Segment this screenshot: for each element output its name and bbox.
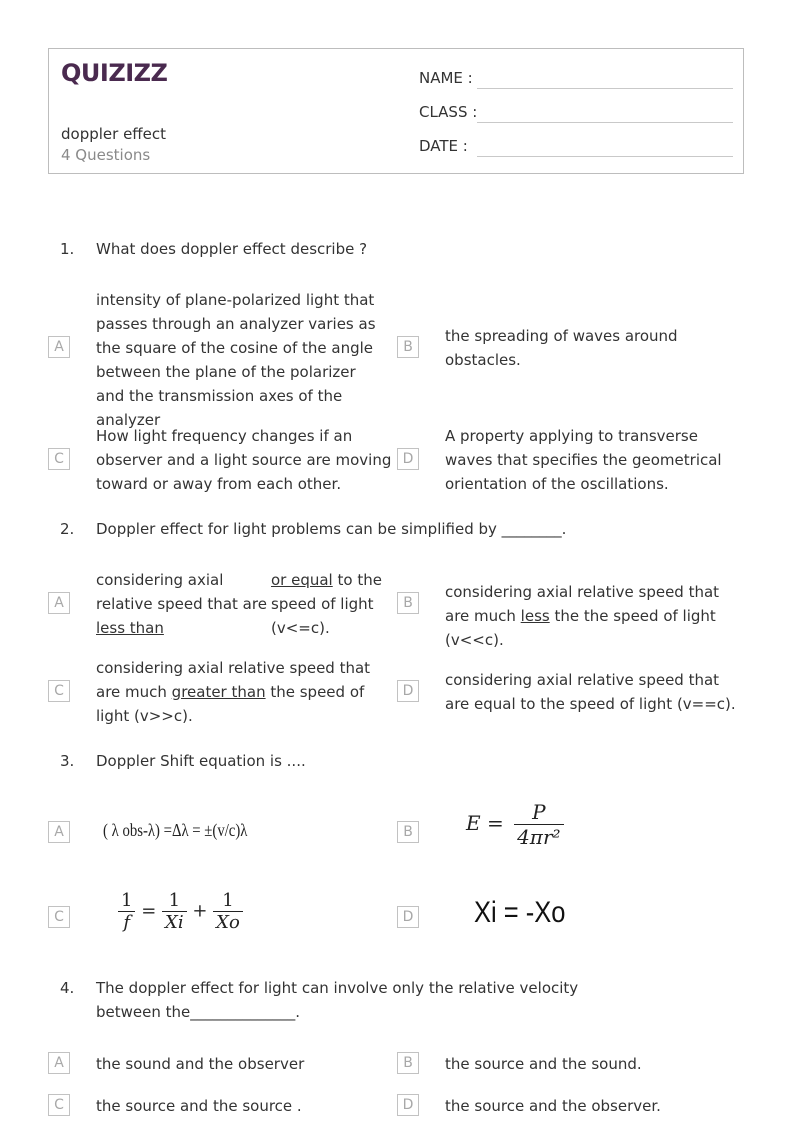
underlined-phrase: less than (96, 619, 164, 637)
fraction (514, 800, 563, 849)
option-text: A property applying to transverse waves that specifies the geometrical orientation of the oscillations. (445, 427, 722, 493)
worksheet-title: doppler effect (61, 125, 166, 143)
numerator: P (532, 800, 546, 824)
numerator: 1 (121, 890, 133, 911)
option-letter: A (48, 1052, 70, 1074)
option-text-part: considering axial relative speed that are (96, 571, 267, 613)
formula-lhs: E = (466, 811, 504, 835)
option-text-col2 (271, 568, 389, 640)
denominator: Xi (162, 911, 187, 933)
option-text: the source and the observer. (445, 1097, 661, 1115)
option-text: the source and the source . (96, 1097, 302, 1115)
equals-sign: = (141, 900, 157, 922)
class-field[interactable] (419, 101, 733, 125)
option-text: considering axial relative speed that are equal to the speed of light (v==c). (445, 671, 736, 713)
class-line (477, 122, 733, 123)
option-letter: A (48, 336, 70, 358)
date-field[interactable] (419, 135, 733, 159)
question-number: 4. (60, 979, 75, 997)
quizizz-logo: QUIZIZZ (61, 59, 168, 87)
denominator: Xo (213, 911, 243, 933)
name-label: NAME : (419, 69, 473, 87)
question-text: Doppler effect for light problems can be simplified by ________. (96, 520, 567, 538)
name-line (477, 88, 733, 89)
option-text-part: to the speed of light (v<=c). (271, 571, 382, 637)
option-letter: B (397, 592, 419, 614)
formula-image (466, 800, 564, 849)
worksheet-header (48, 48, 744, 174)
date-label: DATE : (419, 137, 468, 155)
option-letter: D (397, 906, 419, 928)
formula-image: Xi = -Xo (474, 896, 566, 929)
option-text-col1 (96, 568, 268, 640)
option-text-part: the speed of light (v>>c). (96, 683, 365, 725)
option-text: the source and the sound. (445, 1055, 642, 1073)
question-number: 3. (60, 752, 75, 770)
option-text: the sound and the observer (96, 1055, 305, 1073)
question-number: 1. (60, 240, 75, 258)
option-text-part: the the speed of light (v<<c). (445, 607, 716, 649)
option-letter: C (48, 906, 70, 928)
question-text: Doppler Shift equation is .... (96, 752, 306, 770)
option-letter: C (48, 680, 70, 702)
option-letter: D (397, 448, 419, 470)
option-text-part: considering axial relative speed that are much (445, 583, 720, 625)
question-text: What does doppler effect describe ? (96, 240, 368, 258)
underlined-phrase: greater than (171, 683, 266, 701)
underlined-phrase: less (520, 607, 550, 625)
denominator: 4πr² (514, 824, 563, 849)
option-letter: C (48, 1094, 70, 1116)
option-text: the spreading of waves around obstacles. (445, 327, 678, 369)
denominator: f (118, 911, 135, 933)
question-number: 2. (60, 520, 75, 538)
option-text (96, 656, 392, 728)
option-letter: B (397, 336, 419, 358)
plus-sign: + (192, 900, 208, 922)
underlined-phrase: or equal (271, 571, 333, 589)
fraction (162, 890, 187, 933)
fraction (213, 890, 243, 933)
formula-image (118, 890, 243, 933)
option-text-part: considering axial relative speed that are much (96, 659, 371, 701)
numerator: 1 (222, 890, 234, 911)
class-label: CLASS : (419, 103, 478, 121)
question-text: The doppler effect for light can involve only the relative velocity between the______________. (96, 979, 579, 1021)
date-line (477, 156, 733, 157)
option-letter: A (48, 821, 70, 843)
fraction (118, 890, 135, 933)
numerator: 1 (168, 890, 181, 911)
name-field[interactable] (419, 67, 733, 91)
option-text: intensity of plane-polarized light that passes through an analyzer varies as the square of the cosine of the angle between the plane of the polarizer and the transmission axes of the analyzer (96, 291, 376, 429)
option-letter: B (397, 821, 419, 843)
option-text: How light frequency changes if an observer and a light source are moving toward or away from each other. (96, 427, 392, 493)
option-letter: D (397, 680, 419, 702)
question-count: 4 Questions (61, 146, 151, 164)
option-letter: C (48, 448, 70, 470)
option-letter: A (48, 592, 70, 614)
option-letter: D (397, 1094, 419, 1116)
option-text (445, 580, 745, 652)
formula-image: ( λ obs-λ) =Δλ = ±(v/c)λ (103, 820, 248, 840)
option-letter: B (397, 1052, 419, 1074)
